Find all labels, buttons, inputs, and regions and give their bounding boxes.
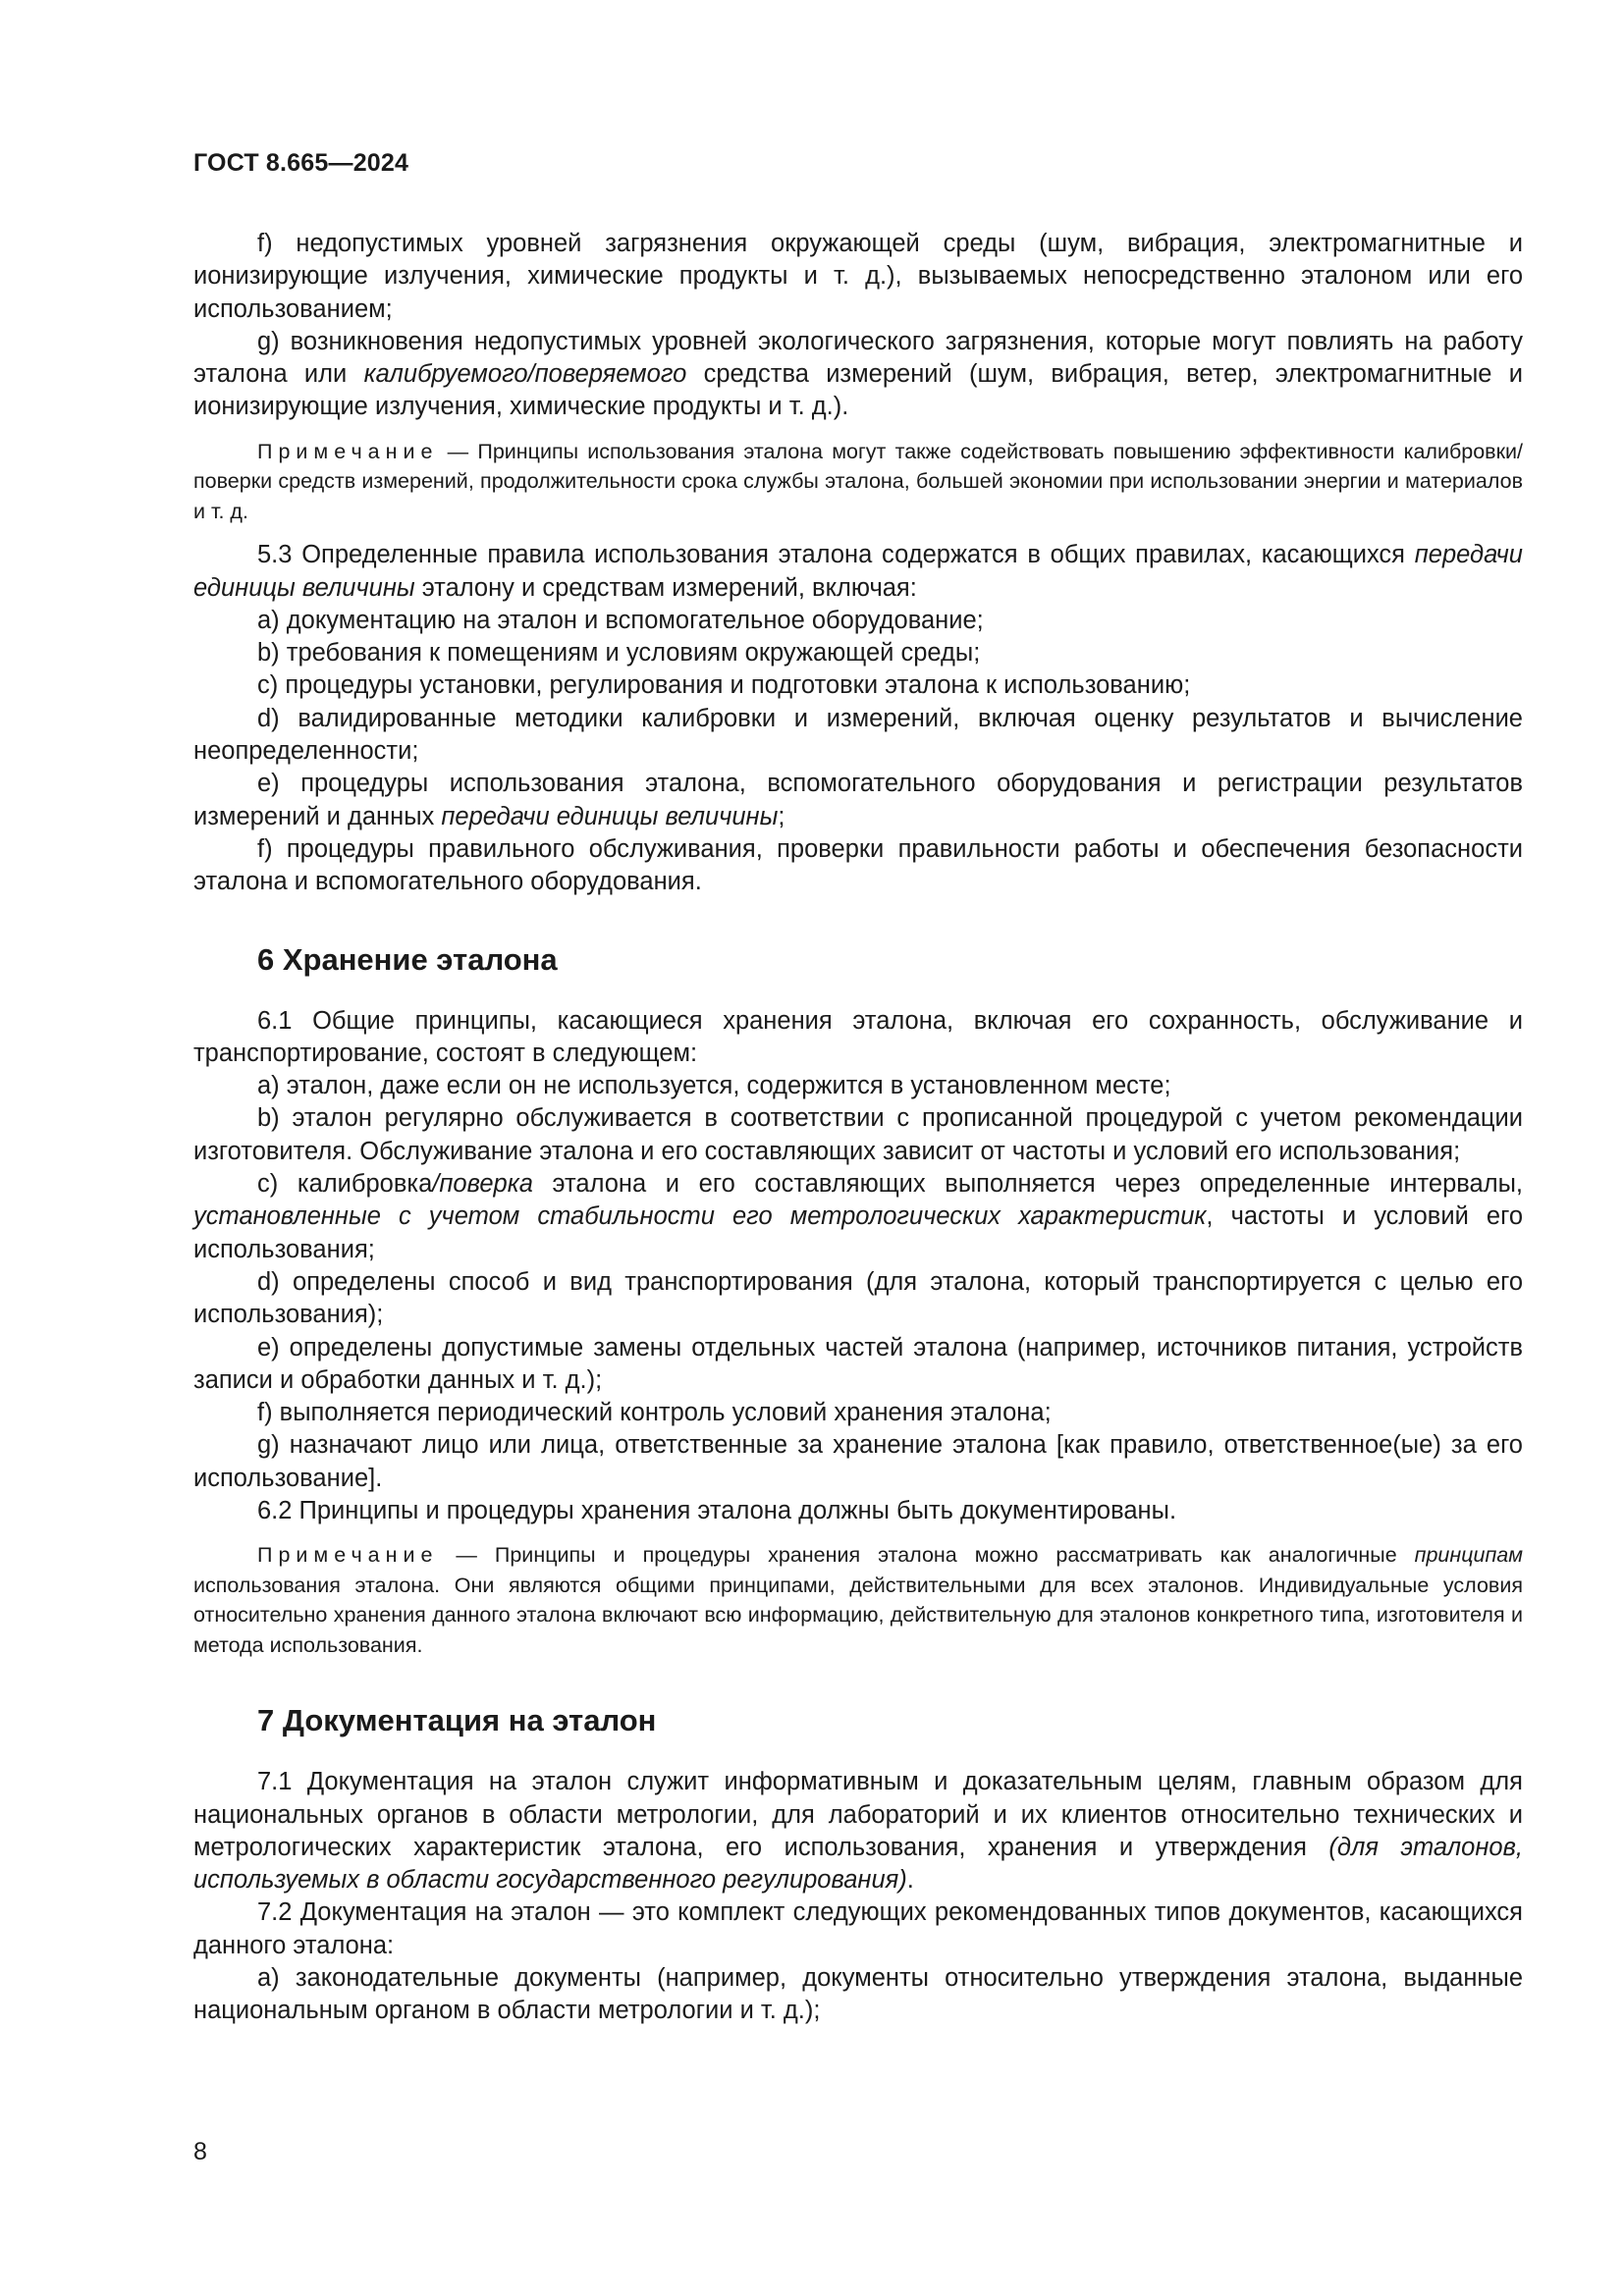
note-label: Примечание [257, 1543, 439, 1568]
list-item-6-1-a: a) эталон, даже если он не используется, содержится в установленном месте; [257, 1072, 1171, 1100]
note-storage-principles: Примечание — Принципы и процедуры хранения эталона можно рассматривать как аналогичные принципам использования эталона. Они являются общими принципами, действительными для всех эталонов. Индивидуальные условия относительно хранения данного эталона включают всю информацию, действительную для эталонов конкретного типа, изготовителя и метода использования. [193, 1543, 1523, 1657]
standard-code-header: ГОСТ 8.665—2024 [193, 149, 409, 177]
list-item-6-1-g: g) назначают лицо или лица, ответственные за хранение эталона [как правило, ответственное(ые) за его использование]. [193, 1431, 1523, 1492]
note-usage-principles: Примечание — Принципы использования эталона могут также содействовать повышению эффективности калибровки/поверки средств измерений, продолжительности срока службы эталона, большей экономии при использовании энергии и материалов и т. д. [193, 439, 1523, 523]
paragraph-6-1: 6.1 Общие принципы, касающиеся хранения эталона, включая его сохранность, обслуживание и транспортирование, состоят в следующем: [193, 1006, 1523, 1067]
paragraph-7-2: 7.2 Документация на эталон — это комплект следующих рекомендованных типов документов, касающихся данного эталона: [193, 1898, 1523, 1959]
list-item-5-3-c: c) процедуры установки, регулирования и подготовки эталона к использованию; [257, 671, 1191, 700]
page-number: 8 [193, 2138, 207, 2165]
paragraph-5-3: 5.3 Определенные правила использования эталона содержатся в общих правилах, касающихся передачи единицы величины эталону и средствам измерений, включая: [193, 541, 1523, 602]
paragraph-6-2: 6.2 Принципы и процедуры хранения эталона должны быть документированы. [257, 1497, 1177, 1524]
list-item-5-3-e: e) процедуры использования эталона, вспомогательного оборудования и регистрации результатов измерений и данных передачи единицы величины; [193, 770, 1523, 830]
list-item-6-1-f: f) выполняется периодический контроль условий хранения эталона; [257, 1399, 1052, 1427]
paragraph-7-1: 7.1 Документация на эталон служит информативным и доказательным целям, главным образом для национальных органов в области метрологии, для лабораторий и их клиентов относительно технических и метрологических характеристик эталона, его использования, хранения и утверждения (для эталонов, используемых в области государственного регулирования). [193, 1768, 1523, 1895]
list-item-5-3-b: b) требования к помещениям и условиям окружающей среды; [257, 639, 981, 667]
section-6-heading: 6 Хранение эталона [257, 941, 558, 977]
section-7-heading: 7 Документация на эталон [257, 1703, 657, 1738]
list-item-6-1-e: e) определены допустимые замены отдельных частей эталона (например, источников питания, устройств записи и обработки данных и т. д.); [193, 1333, 1523, 1394]
list-item-6-1-d: d) определены способ и вид транспортирования (для эталона, который транспортируется с целью его использования); [193, 1267, 1523, 1329]
page-body [193, 228, 1523, 2028]
top-item-g: g) возникновения недопустимых уровней экологического загрязнения, которые могут повлиять на работу эталона или калибруемого/поверяемого средства измерений (шум, вибрация, ветер, электромагнитные и ионизирующие излучения, химические продукты и т. д.). [193, 327, 1523, 421]
list-item-5-3-d: d) валидированные методики калибровки и измерений, включая оценку результатов и вычисление неопределенности; [193, 704, 1523, 766]
list-item-5-3-a: a) документацию на эталон и вспомогательное оборудование; [257, 606, 984, 634]
top-item-f: f) недопустимых уровней загрязнения окружающей среды (шум, вибрация, электромагнитные и ионизирующие излучения, химические продукты и т. д.), вызываемых непосредственно эталоном или его использованием; [193, 230, 1523, 323]
list-item-6-1-b: b) эталон регулярно обслуживается в соответствии с прописанной процедурой с учетом рекомендации изготовителя. Обслуживание эталона и его составляющих зависит от частоты и условий его использования; [193, 1104, 1523, 1165]
list-item-7-2-a: a) законодательные документы (например, документы относительно утверждения эталона, выданные национальным органом в области метрологии и т. д.); [193, 1964, 1523, 2025]
list-item-6-1-c: c) калибровка/поверка эталона и его составляющих выполняется через определенные интервалы, установленные с учетом стабильности его метрологических характеристик, частоты и условий его использования; [193, 1170, 1523, 1263]
note-label: Примечание [257, 439, 439, 463]
list-item-5-3-f: f) процедуры правильного обслуживания, проверки правильности работы и обеспечения безопасности эталона и вспомогательного оборудования. [193, 834, 1523, 896]
